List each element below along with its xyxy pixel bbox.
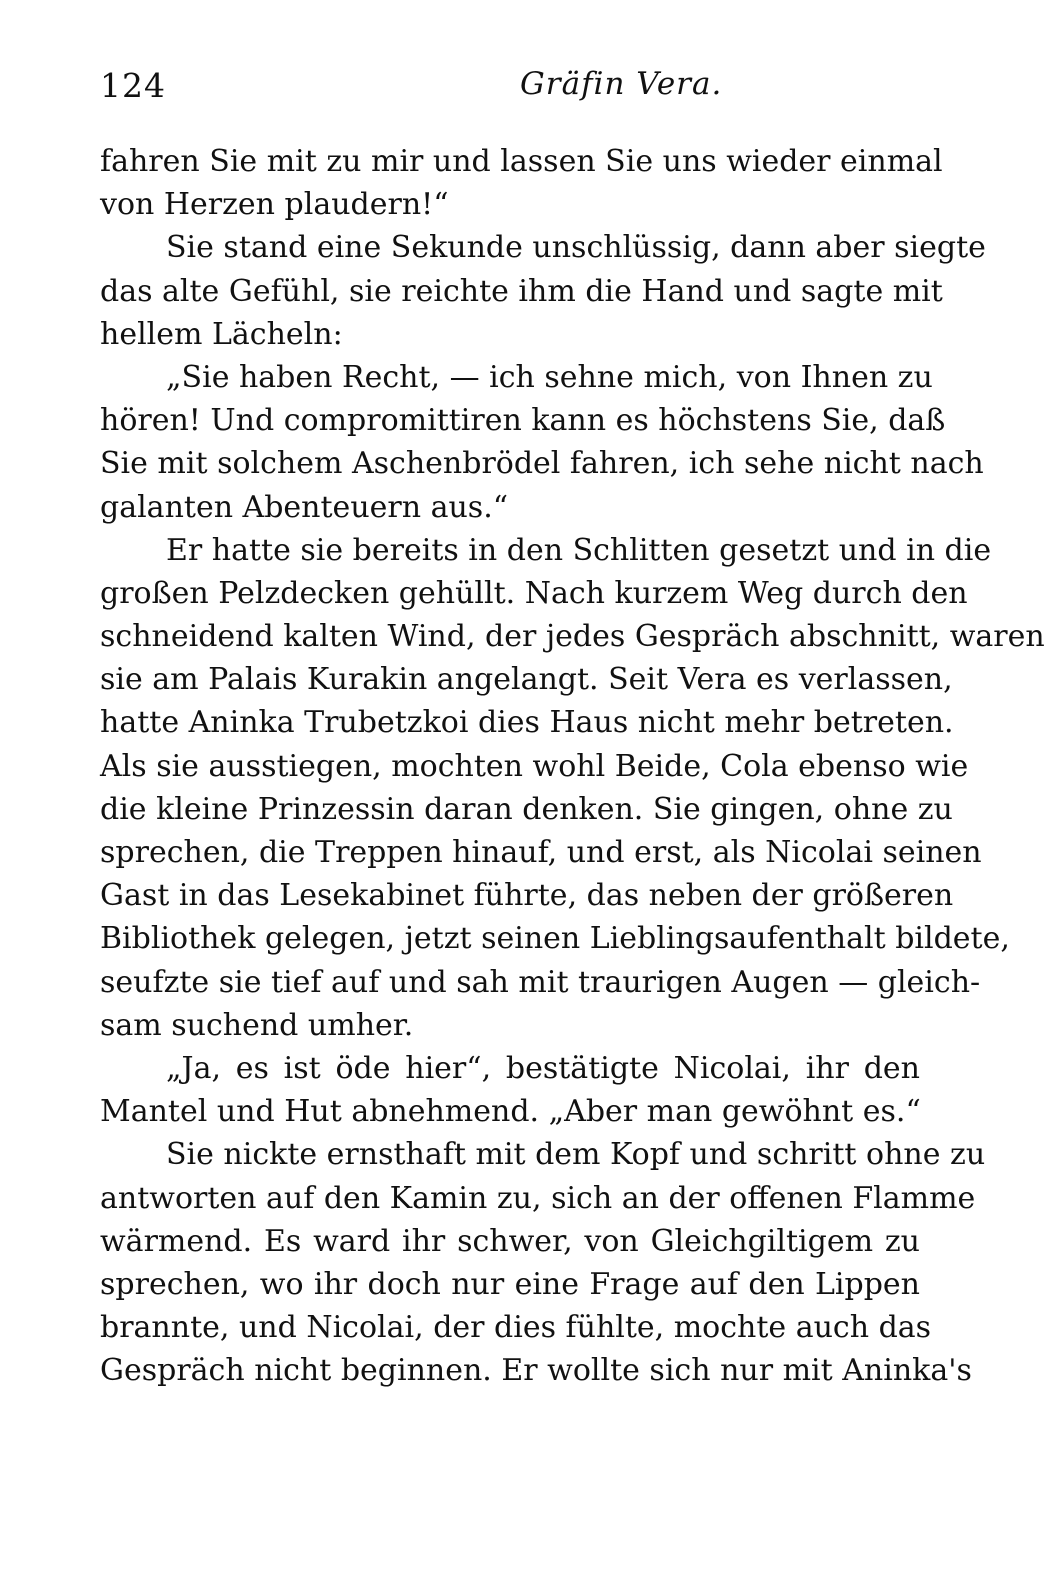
text-line: sie am Palais Kurakin angelangt. Seit Vera es verlassen, bbox=[100, 662, 953, 698]
text-line: hellem Lächeln: bbox=[100, 316, 343, 352]
running-title: Gräfin Vera. bbox=[520, 66, 723, 102]
text-line: Sie mit solchem Aschenbrödel fahren, ich sehe nicht nach bbox=[100, 446, 984, 482]
text-line: „Sie haben Recht, — ich sehne mich, von Ihnen zu bbox=[166, 359, 933, 395]
text-line: Gast in das Lesekabinet führte, das neben der größeren bbox=[100, 878, 954, 914]
text-line: die kleine Prinzessin daran denken. Sie gingen, ohne zu bbox=[100, 791, 953, 827]
text-line: sam suchend umher. bbox=[100, 1007, 414, 1043]
text-line: schneidend kalten Wind, der jedes Gespräch abschnitt, waren bbox=[100, 619, 1045, 655]
text-line: wärmend. Es ward ihr schwer, von Gleichgiltigem zu bbox=[100, 1223, 920, 1259]
text-line: Mantel und Hut abnehmend. „Aber man gewöhnt es.“ bbox=[100, 1094, 921, 1130]
text-line: Sie stand eine Sekunde unschlüssig, dann aber siegte bbox=[166, 230, 986, 266]
text-line: Er hatte sie bereits in den Schlitten gesetzt und in die bbox=[166, 532, 992, 568]
text-line: das alte Gefühl, sie reichte ihm die Hand und sagte mit bbox=[100, 273, 943, 309]
text-line: sprechen, die Treppen hinauf, und erst, als Nicolai seinen bbox=[100, 835, 982, 870]
text-line: Bibliothek gelegen, jetzt seinen Lieblingsaufenthalt bildete, bbox=[100, 921, 1010, 957]
text-line: galanten Abenteuern aus.“ bbox=[100, 489, 509, 525]
text-line: von Herzen plaudern!“ bbox=[100, 187, 449, 223]
text-line: großen Pelzdecken gehüllt. Nach kurzem Weg durch den bbox=[100, 575, 968, 611]
page-number: 124 bbox=[100, 66, 166, 105]
text-line: Als sie ausstiegen, mochten wohl Beide, Cola ebenso wie bbox=[100, 748, 969, 784]
text-line: Sie nickte ernsthaft mit dem Kopf und schritt ohne zu bbox=[166, 1137, 986, 1173]
text-line: antworten auf den Kamin zu, sich an der offenen Flamme bbox=[100, 1180, 976, 1216]
text-line: sprechen, wo ihr doch nur eine Frage auf den Lippen bbox=[100, 1266, 920, 1302]
text-line: hatte Aninka Trubetzkoi dies Haus nicht mehr betreten. bbox=[100, 705, 954, 741]
text-line: seufzte sie tief auf und sah mit traurigen Augen — gleich- bbox=[100, 964, 981, 1000]
text-line: Gespräch nicht beginnen. Er wollte sich nur mit Aninka's bbox=[100, 1353, 972, 1389]
page-header bbox=[100, 66, 920, 112]
text-line: hören! Und compromittiren kann es höchstens Sie, daß bbox=[100, 403, 946, 439]
text-line: „Ja, es ist öde hier“, bestätigte Nicolai, ihr den bbox=[166, 1050, 920, 1086]
body-text bbox=[100, 140, 1045, 1392]
text-line: brannte, und Nicolai, der dies fühlte, mochte auch das bbox=[100, 1310, 932, 1346]
text-line: fahren Sie mit zu mir und lassen Sie uns wieder einmal bbox=[100, 144, 943, 179]
